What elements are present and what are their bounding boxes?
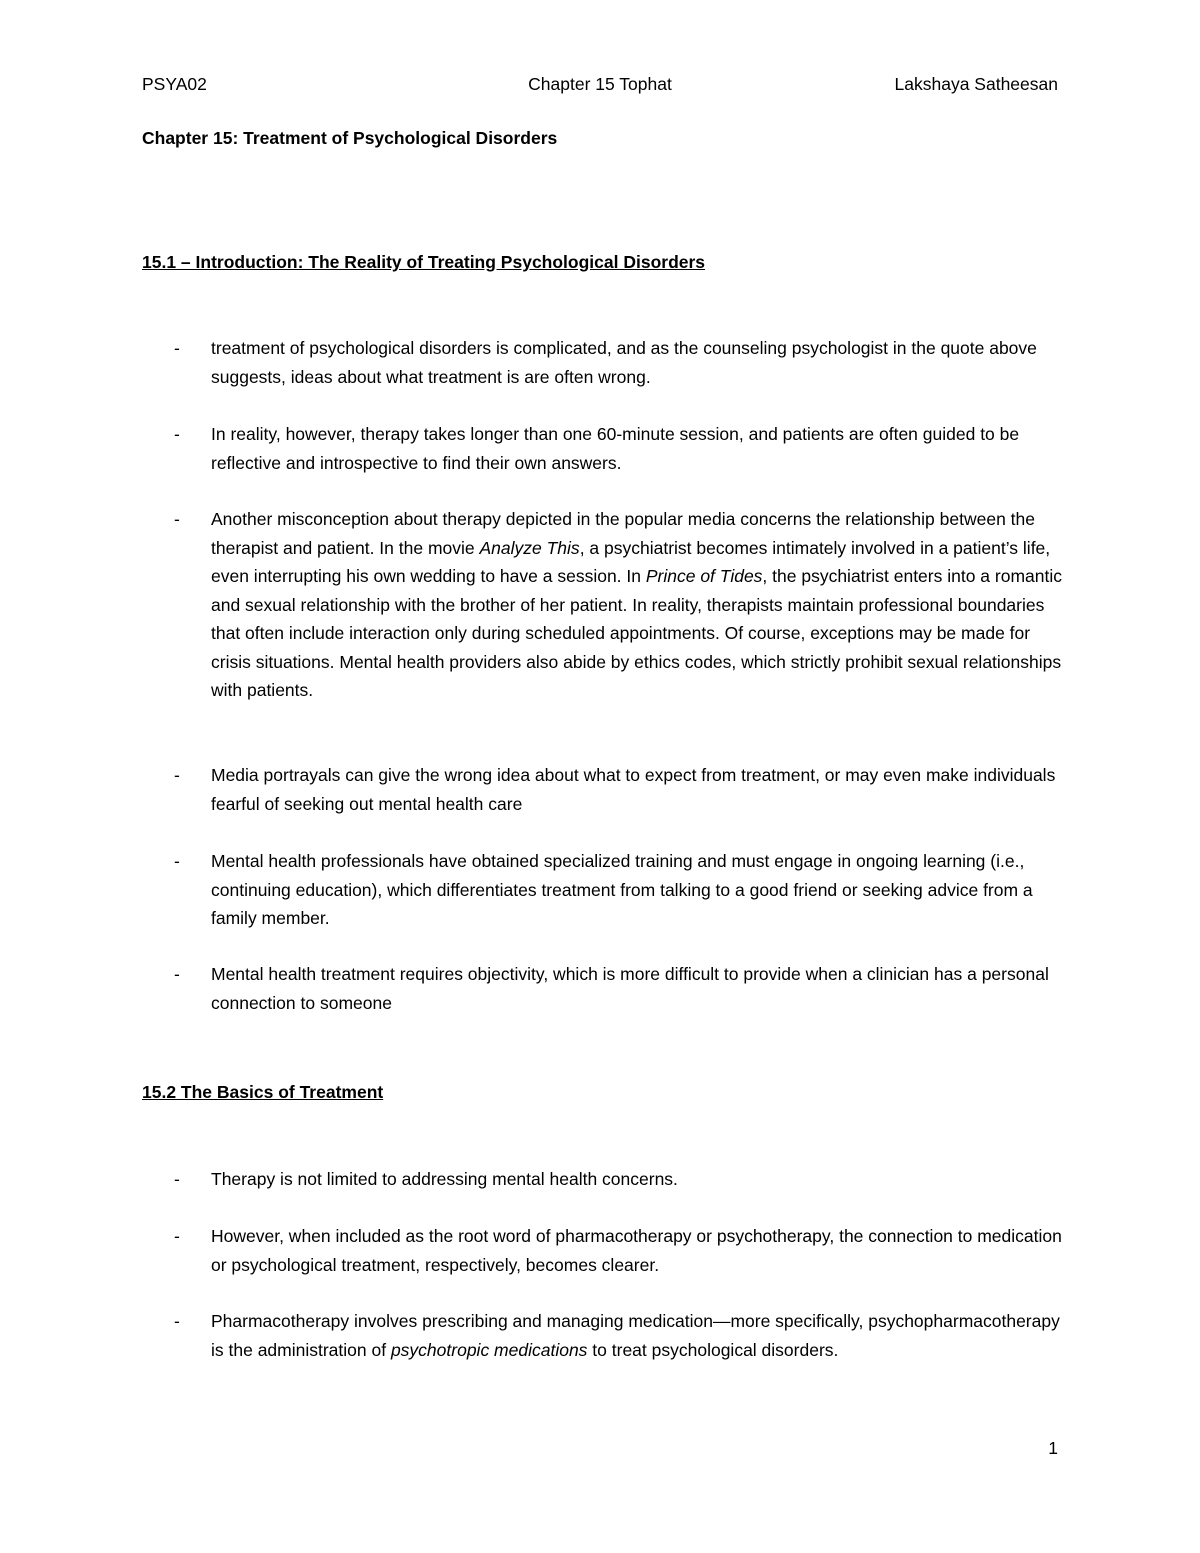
list-item — [174, 505, 1064, 705]
term-psychotropic-medications: psychotropic medications — [390, 1339, 588, 1360]
page-number: 1 — [1048, 1438, 1058, 1458]
list-item — [174, 420, 1064, 477]
bullet-dash: - — [174, 1311, 180, 1331]
bullet-text: However, when included as the root word of pharmacotherapy or psychotherapy, the connection to medication or psychological treatment, respectively, becomes clearer. — [211, 1226, 1062, 1275]
movie-title-analyze-this: Analyze This — [479, 537, 580, 558]
list-item — [174, 1222, 1064, 1279]
header-course: PSYA02 — [142, 74, 207, 94]
bullet-text: Mental health professionals have obtained specialized training and must engage in ongoing learning (i.e., continuing education), which differentiates treatment from talking to a good friend or seeking advice from a family member. — [211, 851, 1033, 928]
bullet-text: treatment of psychological disorders is complicated, and as the counseling psychologist in the quote above suggests, ideas about what treatment is are often wrong. — [211, 338, 1037, 387]
bullet-text: Therapy is not limited to addressing mental health concerns. — [211, 1169, 678, 1189]
bullet-dash: - — [174, 1169, 180, 1189]
header-author: Lakshaya Satheesan — [894, 74, 1058, 94]
header-doc-title: Chapter 15 Tophat — [528, 74, 672, 94]
bullet-dash: - — [174, 1226, 180, 1246]
bullet-dash: - — [174, 338, 180, 358]
bullet-text: In reality, however, therapy takes longer than one 60-minute session, and patients are often guided to be reflective and introspective to find their own answers. — [211, 424, 1020, 473]
text-run: Pharmacotherapy involves prescribing and managing medication—more specifically, psychopharmacotherapy is the administration of — [211, 1311, 1060, 1360]
list-item — [174, 761, 1064, 818]
text-run: , the psychiatrist enters into a romantic and sexual relationship with the brother of her patient. In reality, therapists maintain professional boundaries that often include interaction only during scheduled appointments. Of course, exceptions may be made for crisis situations. Mental health providers also abide by ethics codes, which strictly prohibit sexual relationships with patients. — [211, 566, 1062, 700]
bullet-text: Mental health treatment requires objectivity, which is more difficult to provide when a clinician has a personal connection to someone — [211, 964, 1049, 1013]
movie-title-prince-of-tides: Prince of Tides — [645, 566, 763, 586]
bullet-dash: - — [174, 424, 180, 444]
chapter-title: Chapter 15: Treatment of Psychological Disorders — [142, 128, 558, 148]
bullet-dash: - — [174, 964, 180, 984]
list-item — [174, 334, 1064, 391]
text-run: Another misconception about therapy depicted in the popular media concerns the relationship between the therapist and patient. In the movie — [211, 509, 1036, 558]
bullet-dash: - — [174, 509, 180, 529]
bullet-text — [211, 1307, 1064, 1364]
list-item — [174, 960, 1064, 1017]
bullet-dash: - — [174, 765, 180, 785]
bullet-text — [211, 505, 1064, 705]
list-item — [174, 847, 1064, 933]
text-run: , a psychiatrist becomes intimately involved in a patient’s life, even interrupting his own wedding to have a session. In — [211, 537, 1051, 586]
bullet-text: Media portrayals can give the wrong idea about what to expect from treatment, or may even make individuals fearful of seeking out mental health care — [211, 765, 1056, 814]
section-heading-15-2: 15.2 The Basics of Treatment — [142, 1082, 384, 1102]
bullet-dash: - — [174, 851, 180, 871]
list-item — [174, 1307, 1064, 1364]
section-heading-15-1: 15.1 – Introduction: The Reality of Treating Psychological Disorders — [142, 252, 706, 272]
list-item — [174, 1165, 1064, 1194]
text-run: to treat psychological disorders. — [587, 1339, 839, 1360]
